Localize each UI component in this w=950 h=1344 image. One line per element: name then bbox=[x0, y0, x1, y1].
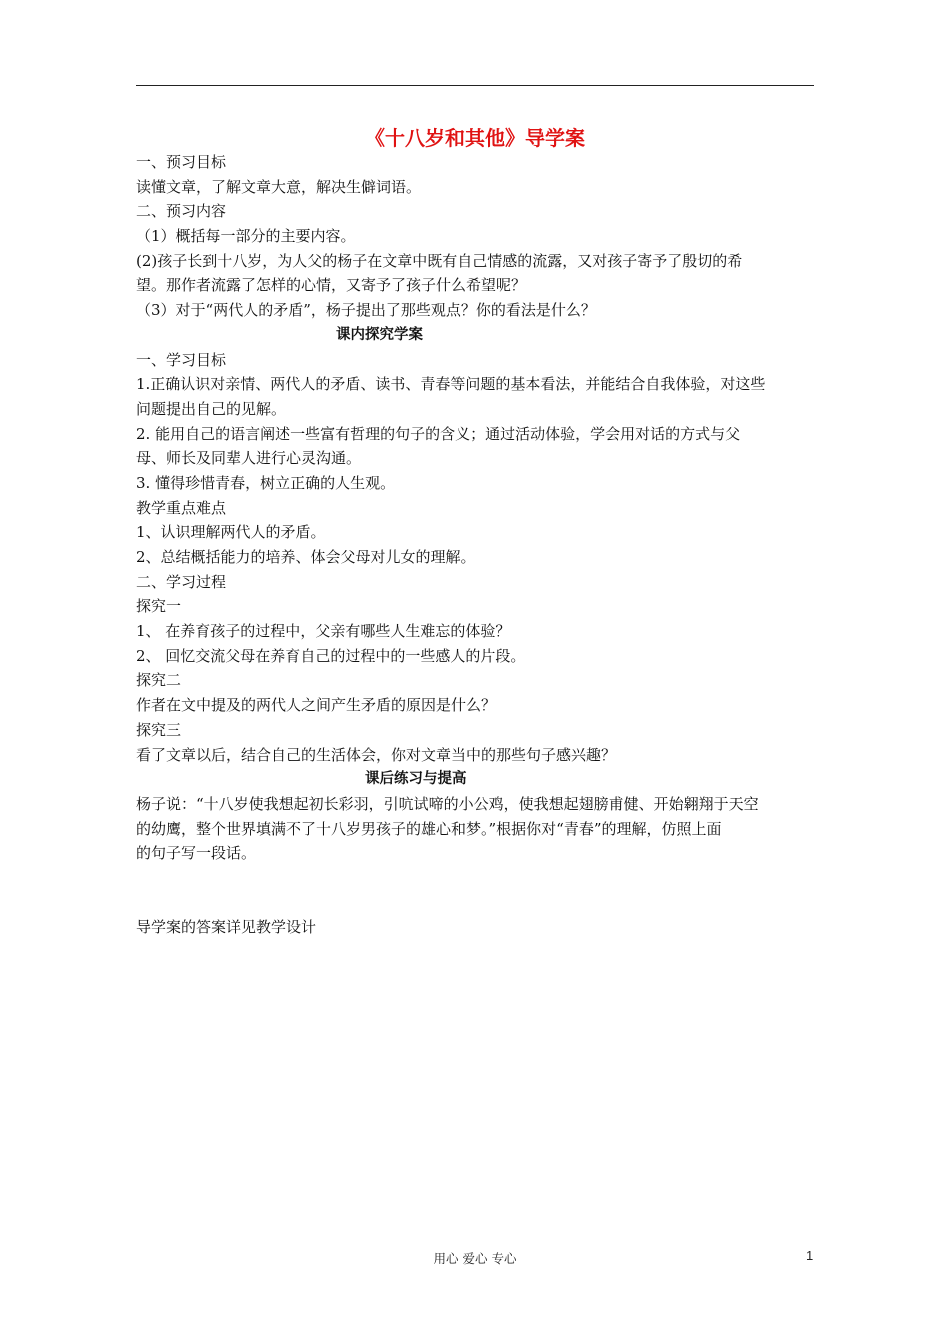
paragraph-line: 2. 能用自己的语言阐述一些富有哲理的句子的含义；通过活动体验，学会用对话的方式与父 bbox=[136, 424, 741, 443]
page-footer: 用心 爱心 专心 bbox=[433, 1251, 517, 1266]
paragraph-line: 杨子说：“十八岁使我想起初长彩羽，引吭试啼的小公鸡，使我想起翅膀甫健、开始翱翔于天空 bbox=[136, 794, 759, 813]
subtitle-in-class: 课内探究学案 bbox=[336, 326, 423, 343]
paragraph-line: 母、师长及同辈人进行心灵沟通。 bbox=[136, 449, 362, 468]
paragraph-line: 3. 懂得珍惜青春，树立正确的人生观。 bbox=[136, 473, 396, 492]
paragraph-line: 问题提出自己的见解。 bbox=[136, 399, 287, 418]
section-heading: 探究三 bbox=[136, 720, 182, 739]
header-rule bbox=[136, 85, 814, 86]
section-heading: 二、学习过程 bbox=[136, 572, 227, 591]
paragraph-line: 读懂文章，了解文章大意，解决生僻词语。 bbox=[136, 177, 422, 196]
paragraph-line: 看了文章以后，结合自己的生活体会，你对文章当中的那些句子感兴趣？ bbox=[136, 745, 617, 764]
paragraph-line: 1.正确认识对亲情、两代人的矛盾、读书、青春等问题的基本看法，并能结合自我体验，对这些 bbox=[136, 375, 766, 394]
paragraph-line: （3）对于“两代人的矛盾”，杨子提出了那些观点？你的看法是什么？ bbox=[136, 301, 596, 320]
subtitle-after-class: 课后练习与提高 bbox=[365, 771, 467, 788]
paragraph-line: 2、总结概括能力的培养、体会父母对儿女的理解。 bbox=[136, 548, 476, 566]
paragraph-line: （1）概括每一部分的主要内容。 bbox=[136, 227, 356, 246]
page-number: 1 bbox=[806, 1248, 814, 1263]
section-heading: 教学重点难点 bbox=[136, 498, 227, 517]
paragraph-line: 望。那作者流露了怎样的心情，又寄予了孩子什么希望呢？ bbox=[136, 276, 527, 295]
section-heading: 探究一 bbox=[136, 597, 182, 616]
paragraph-line: 2、 回忆交流父母在养育自己的过程中的一些感人的片段。 bbox=[136, 646, 526, 665]
paragraph-line: 作者在文中提及的两代人之间产生矛盾的原因是什么？ bbox=[136, 696, 497, 715]
paragraph-line: 的句子写一段话。 bbox=[136, 844, 257, 863]
paragraph-line: 的幼鹰，整个世界填满不了十八岁男孩子的雄心和梦。”根据你对“青春”的理解，仿照上面 bbox=[136, 819, 722, 838]
section-heading: 探究二 bbox=[136, 671, 182, 690]
document-body bbox=[136, 150, 816, 940]
document-title: 《十八岁和其他》导学案 bbox=[365, 126, 585, 150]
spacer bbox=[136, 866, 816, 915]
section-heading: 一、学习目标 bbox=[136, 350, 227, 369]
paragraph-line: 1、 在养育孩子的过程中，父亲有哪些人生难忘的体验？ bbox=[136, 622, 511, 641]
answer-note: 导学案的答案详见教学设计 bbox=[136, 917, 317, 936]
section-heading: 二、预习内容 bbox=[136, 202, 227, 221]
paragraph-line: 1、认识理解两代人的矛盾。 bbox=[136, 523, 326, 542]
paragraph-line: (2)孩子长到十八岁，为人父的杨子在文章中既有自己情感的流露，又对孩子寄予了殷切的希 bbox=[136, 251, 743, 270]
section-heading: 一、预习目标 bbox=[136, 153, 227, 171]
